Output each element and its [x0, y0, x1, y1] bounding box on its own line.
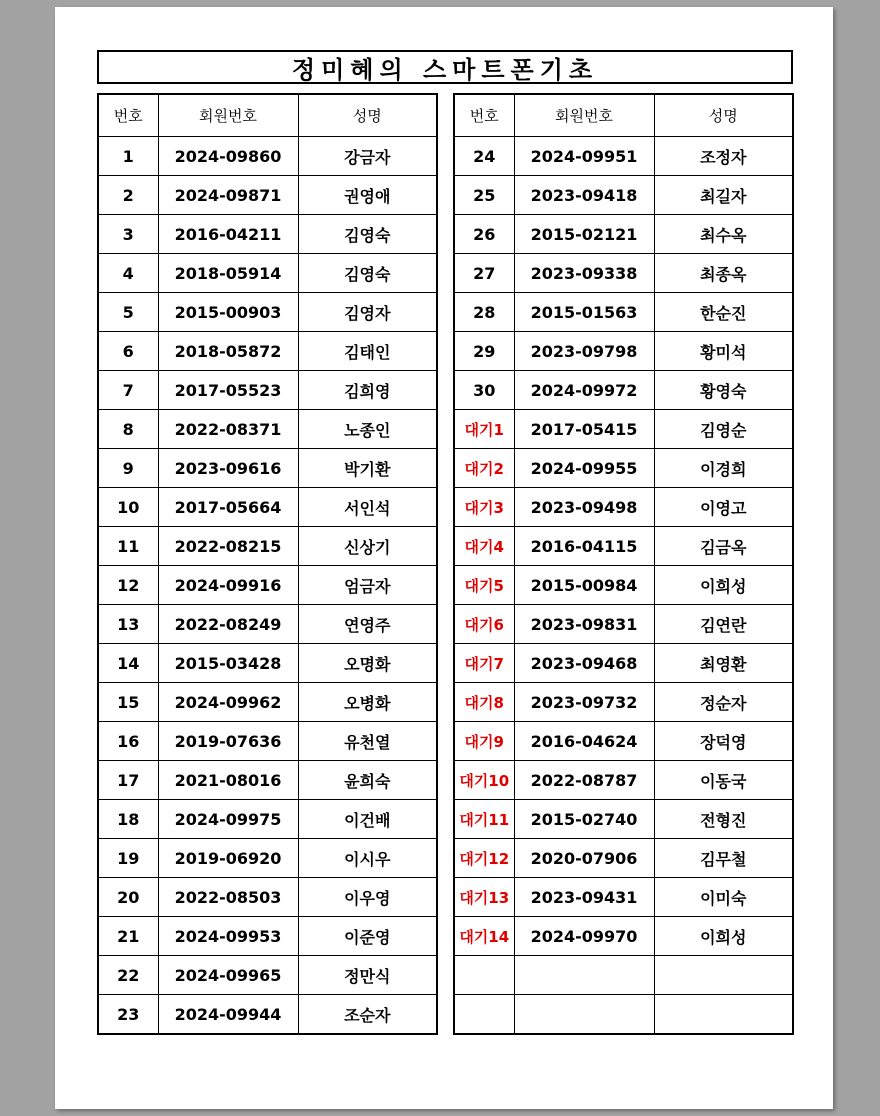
- row-name: 윤희숙: [298, 761, 437, 800]
- row-number: 29: [454, 332, 514, 371]
- row-number: 2: [98, 176, 158, 215]
- table-row: [98, 449, 437, 488]
- row-number: 14: [98, 644, 158, 683]
- table-row: [98, 371, 437, 410]
- table-row: [454, 722, 793, 761]
- table-row: [454, 410, 793, 449]
- row-name: 김영숙: [298, 254, 437, 293]
- row-member-id: 2015-02121: [514, 215, 654, 254]
- row-name: 유천열: [298, 722, 437, 761]
- row-name: 이미숙: [654, 878, 793, 917]
- row-name: 연영주: [298, 605, 437, 644]
- row-member-id: [514, 995, 654, 1035]
- row-number: 대기8: [454, 683, 514, 722]
- row-name: 황미석: [654, 332, 793, 371]
- row-member-id: 2017-05415: [514, 410, 654, 449]
- row-member-id: 2024-09970: [514, 917, 654, 956]
- row-name: 김연란: [654, 605, 793, 644]
- row-member-id: 2023-09498: [514, 488, 654, 527]
- row-member-id: 2023-09431: [514, 878, 654, 917]
- row-member-id: 2020-07906: [514, 839, 654, 878]
- row-member-id: 2024-09975: [158, 800, 298, 839]
- row-number: 대기3: [454, 488, 514, 527]
- table-row: [98, 488, 437, 527]
- table-row: [454, 371, 793, 410]
- row-member-id: 2021-08016: [158, 761, 298, 800]
- row-number: 6: [98, 332, 158, 371]
- row-name: 한순진: [654, 293, 793, 332]
- row-name: 이동국: [654, 761, 793, 800]
- table-row: [454, 293, 793, 332]
- row-member-id: 2024-09916: [158, 566, 298, 605]
- row-number: 16: [98, 722, 158, 761]
- row-name: 황영숙: [654, 371, 793, 410]
- table-row: [98, 644, 437, 683]
- row-number: 대기14: [454, 917, 514, 956]
- table-row: [98, 878, 437, 917]
- row-member-id: 2015-03428: [158, 644, 298, 683]
- row-member-id: 2015-00984: [514, 566, 654, 605]
- row-name: 최길자: [654, 176, 793, 215]
- table-row: [98, 956, 437, 995]
- document-title: 정미혜의 스마트폰기초: [97, 50, 793, 84]
- row-member-id: 2017-05664: [158, 488, 298, 527]
- row-member-id: 2018-05914: [158, 254, 298, 293]
- row-number: 30: [454, 371, 514, 410]
- header-number: 번호: [454, 94, 514, 137]
- table-row: [98, 917, 437, 956]
- header-row: [98, 94, 437, 137]
- table-row: [454, 488, 793, 527]
- table-row: [454, 956, 793, 995]
- row-number: 5: [98, 293, 158, 332]
- row-member-id: 2018-05872: [158, 332, 298, 371]
- row-name: 이경희: [654, 449, 793, 488]
- table-row: [98, 137, 437, 176]
- table-row: [454, 644, 793, 683]
- row-member-id: 2023-09338: [514, 254, 654, 293]
- row-number: 대기4: [454, 527, 514, 566]
- row-name: 김영숙: [298, 215, 437, 254]
- row-name: 최수옥: [654, 215, 793, 254]
- row-name: 신상기: [298, 527, 437, 566]
- row-member-id: 2023-09831: [514, 605, 654, 644]
- row-name: 이희성: [654, 566, 793, 605]
- row-name: 김태인: [298, 332, 437, 371]
- row-member-id: 2022-08787: [514, 761, 654, 800]
- row-number: 13: [98, 605, 158, 644]
- table-row: [454, 449, 793, 488]
- row-name: 강금자: [298, 137, 437, 176]
- row-member-id: 2019-06920: [158, 839, 298, 878]
- row-number: [454, 995, 514, 1035]
- table-row: [454, 878, 793, 917]
- row-name: 이건배: [298, 800, 437, 839]
- row-member-id: 2024-09860: [158, 137, 298, 176]
- row-name: 김희영: [298, 371, 437, 410]
- row-member-id: 2016-04211: [158, 215, 298, 254]
- row-member-id: 2016-04624: [514, 722, 654, 761]
- table-row: [454, 332, 793, 371]
- row-number: 22: [98, 956, 158, 995]
- row-member-id: 2024-09962: [158, 683, 298, 722]
- row-number: 9: [98, 449, 158, 488]
- row-number: 27: [454, 254, 514, 293]
- table-row: [98, 722, 437, 761]
- row-name: 이시우: [298, 839, 437, 878]
- row-name: 최영환: [654, 644, 793, 683]
- row-name: 김금옥: [654, 527, 793, 566]
- row-number: 3: [98, 215, 158, 254]
- row-member-id: 2022-08371: [158, 410, 298, 449]
- table-row: [98, 332, 437, 371]
- row-number: 28: [454, 293, 514, 332]
- row-number: 4: [98, 254, 158, 293]
- table-row: [98, 605, 437, 644]
- row-number: 8: [98, 410, 158, 449]
- header-number: 번호: [98, 94, 158, 137]
- roster-table-right: [453, 93, 794, 1035]
- row-name: 이희성: [654, 917, 793, 956]
- table-row: [454, 566, 793, 605]
- table-row: [454, 761, 793, 800]
- header-name: 성명: [298, 94, 437, 137]
- table-row: [454, 605, 793, 644]
- row-number: 대기1: [454, 410, 514, 449]
- table-row: [454, 254, 793, 293]
- row-member-id: [514, 956, 654, 995]
- row-member-id: 2016-04115: [514, 527, 654, 566]
- table-row: [98, 410, 437, 449]
- row-member-id: 2024-09955: [514, 449, 654, 488]
- row-name: 조정자: [654, 137, 793, 176]
- row-member-id: 2015-02740: [514, 800, 654, 839]
- row-name: 김영순: [654, 410, 793, 449]
- row-number: 7: [98, 371, 158, 410]
- row-number: 대기10: [454, 761, 514, 800]
- table-row: [98, 839, 437, 878]
- table-row: [454, 995, 793, 1035]
- table-row: [98, 761, 437, 800]
- table-row: [454, 800, 793, 839]
- row-member-id: 2015-00903: [158, 293, 298, 332]
- row-number: 대기9: [454, 722, 514, 761]
- row-number: [454, 956, 514, 995]
- row-member-id: 2024-09953: [158, 917, 298, 956]
- roster-table-left: [97, 93, 438, 1035]
- row-number: 대기5: [454, 566, 514, 605]
- row-name: 오명화: [298, 644, 437, 683]
- row-member-id: 2015-01563: [514, 293, 654, 332]
- row-number: 15: [98, 683, 158, 722]
- header-member-id: 회원번호: [514, 94, 654, 137]
- row-name: 이준영: [298, 917, 437, 956]
- row-member-id: 2024-09871: [158, 176, 298, 215]
- table-row: [98, 995, 437, 1035]
- row-name: 최종옥: [654, 254, 793, 293]
- table-row: [98, 527, 437, 566]
- row-number: 24: [454, 137, 514, 176]
- row-name: 권영애: [298, 176, 437, 215]
- table-row: [98, 800, 437, 839]
- table-row: [98, 176, 437, 215]
- row-member-id: 2019-07636: [158, 722, 298, 761]
- row-name: 정만식: [298, 956, 437, 995]
- row-number: 대기11: [454, 800, 514, 839]
- row-name: 서인석: [298, 488, 437, 527]
- table-row: [98, 293, 437, 332]
- header-member-id: 회원번호: [158, 94, 298, 137]
- row-member-id: 2024-09965: [158, 956, 298, 995]
- row-member-id: 2024-09944: [158, 995, 298, 1035]
- row-name: 오병화: [298, 683, 437, 722]
- table-row: [454, 215, 793, 254]
- row-number: 26: [454, 215, 514, 254]
- row-name: 이우영: [298, 878, 437, 917]
- row-name: 전형진: [654, 800, 793, 839]
- row-name: 노종인: [298, 410, 437, 449]
- row-member-id: 2022-08503: [158, 878, 298, 917]
- row-number: 11: [98, 527, 158, 566]
- row-member-id: 2017-05523: [158, 371, 298, 410]
- row-name: [654, 956, 793, 995]
- row-number: 25: [454, 176, 514, 215]
- row-number: 대기6: [454, 605, 514, 644]
- table-row: [454, 839, 793, 878]
- row-name: 조순자: [298, 995, 437, 1035]
- row-member-id: 2024-09951: [514, 137, 654, 176]
- header-row: [454, 94, 793, 137]
- row-number: 20: [98, 878, 158, 917]
- row-name: 김무철: [654, 839, 793, 878]
- row-member-id: 2023-09798: [514, 332, 654, 371]
- row-number: 21: [98, 917, 158, 956]
- row-number: 대기7: [454, 644, 514, 683]
- table-row: [98, 683, 437, 722]
- row-member-id: 2024-09972: [514, 371, 654, 410]
- row-name: [654, 995, 793, 1035]
- row-number: 대기2: [454, 449, 514, 488]
- row-number: 23: [98, 995, 158, 1035]
- table-row: [454, 527, 793, 566]
- row-member-id: 2022-08215: [158, 527, 298, 566]
- row-name: 정순자: [654, 683, 793, 722]
- row-member-id: 2023-09418: [514, 176, 654, 215]
- row-member-id: 2023-09616: [158, 449, 298, 488]
- row-number: 17: [98, 761, 158, 800]
- row-name: 박기환: [298, 449, 437, 488]
- row-name: 김영자: [298, 293, 437, 332]
- table-row: [454, 137, 793, 176]
- row-member-id: 2023-09732: [514, 683, 654, 722]
- row-number: 19: [98, 839, 158, 878]
- table-row: [454, 683, 793, 722]
- table-row: [98, 215, 437, 254]
- table-row: [454, 917, 793, 956]
- row-name: 장덕영: [654, 722, 793, 761]
- row-number: 10: [98, 488, 158, 527]
- table-row: [98, 254, 437, 293]
- row-name: 이영고: [654, 488, 793, 527]
- table-row: [98, 566, 437, 605]
- table-row: [454, 176, 793, 215]
- row-name: 엄금자: [298, 566, 437, 605]
- row-member-id: 2023-09468: [514, 644, 654, 683]
- header-name: 성명: [654, 94, 793, 137]
- row-number: 대기12: [454, 839, 514, 878]
- row-member-id: 2022-08249: [158, 605, 298, 644]
- row-number: 대기13: [454, 878, 514, 917]
- row-number: 12: [98, 566, 158, 605]
- row-number: 18: [98, 800, 158, 839]
- row-number: 1: [98, 137, 158, 176]
